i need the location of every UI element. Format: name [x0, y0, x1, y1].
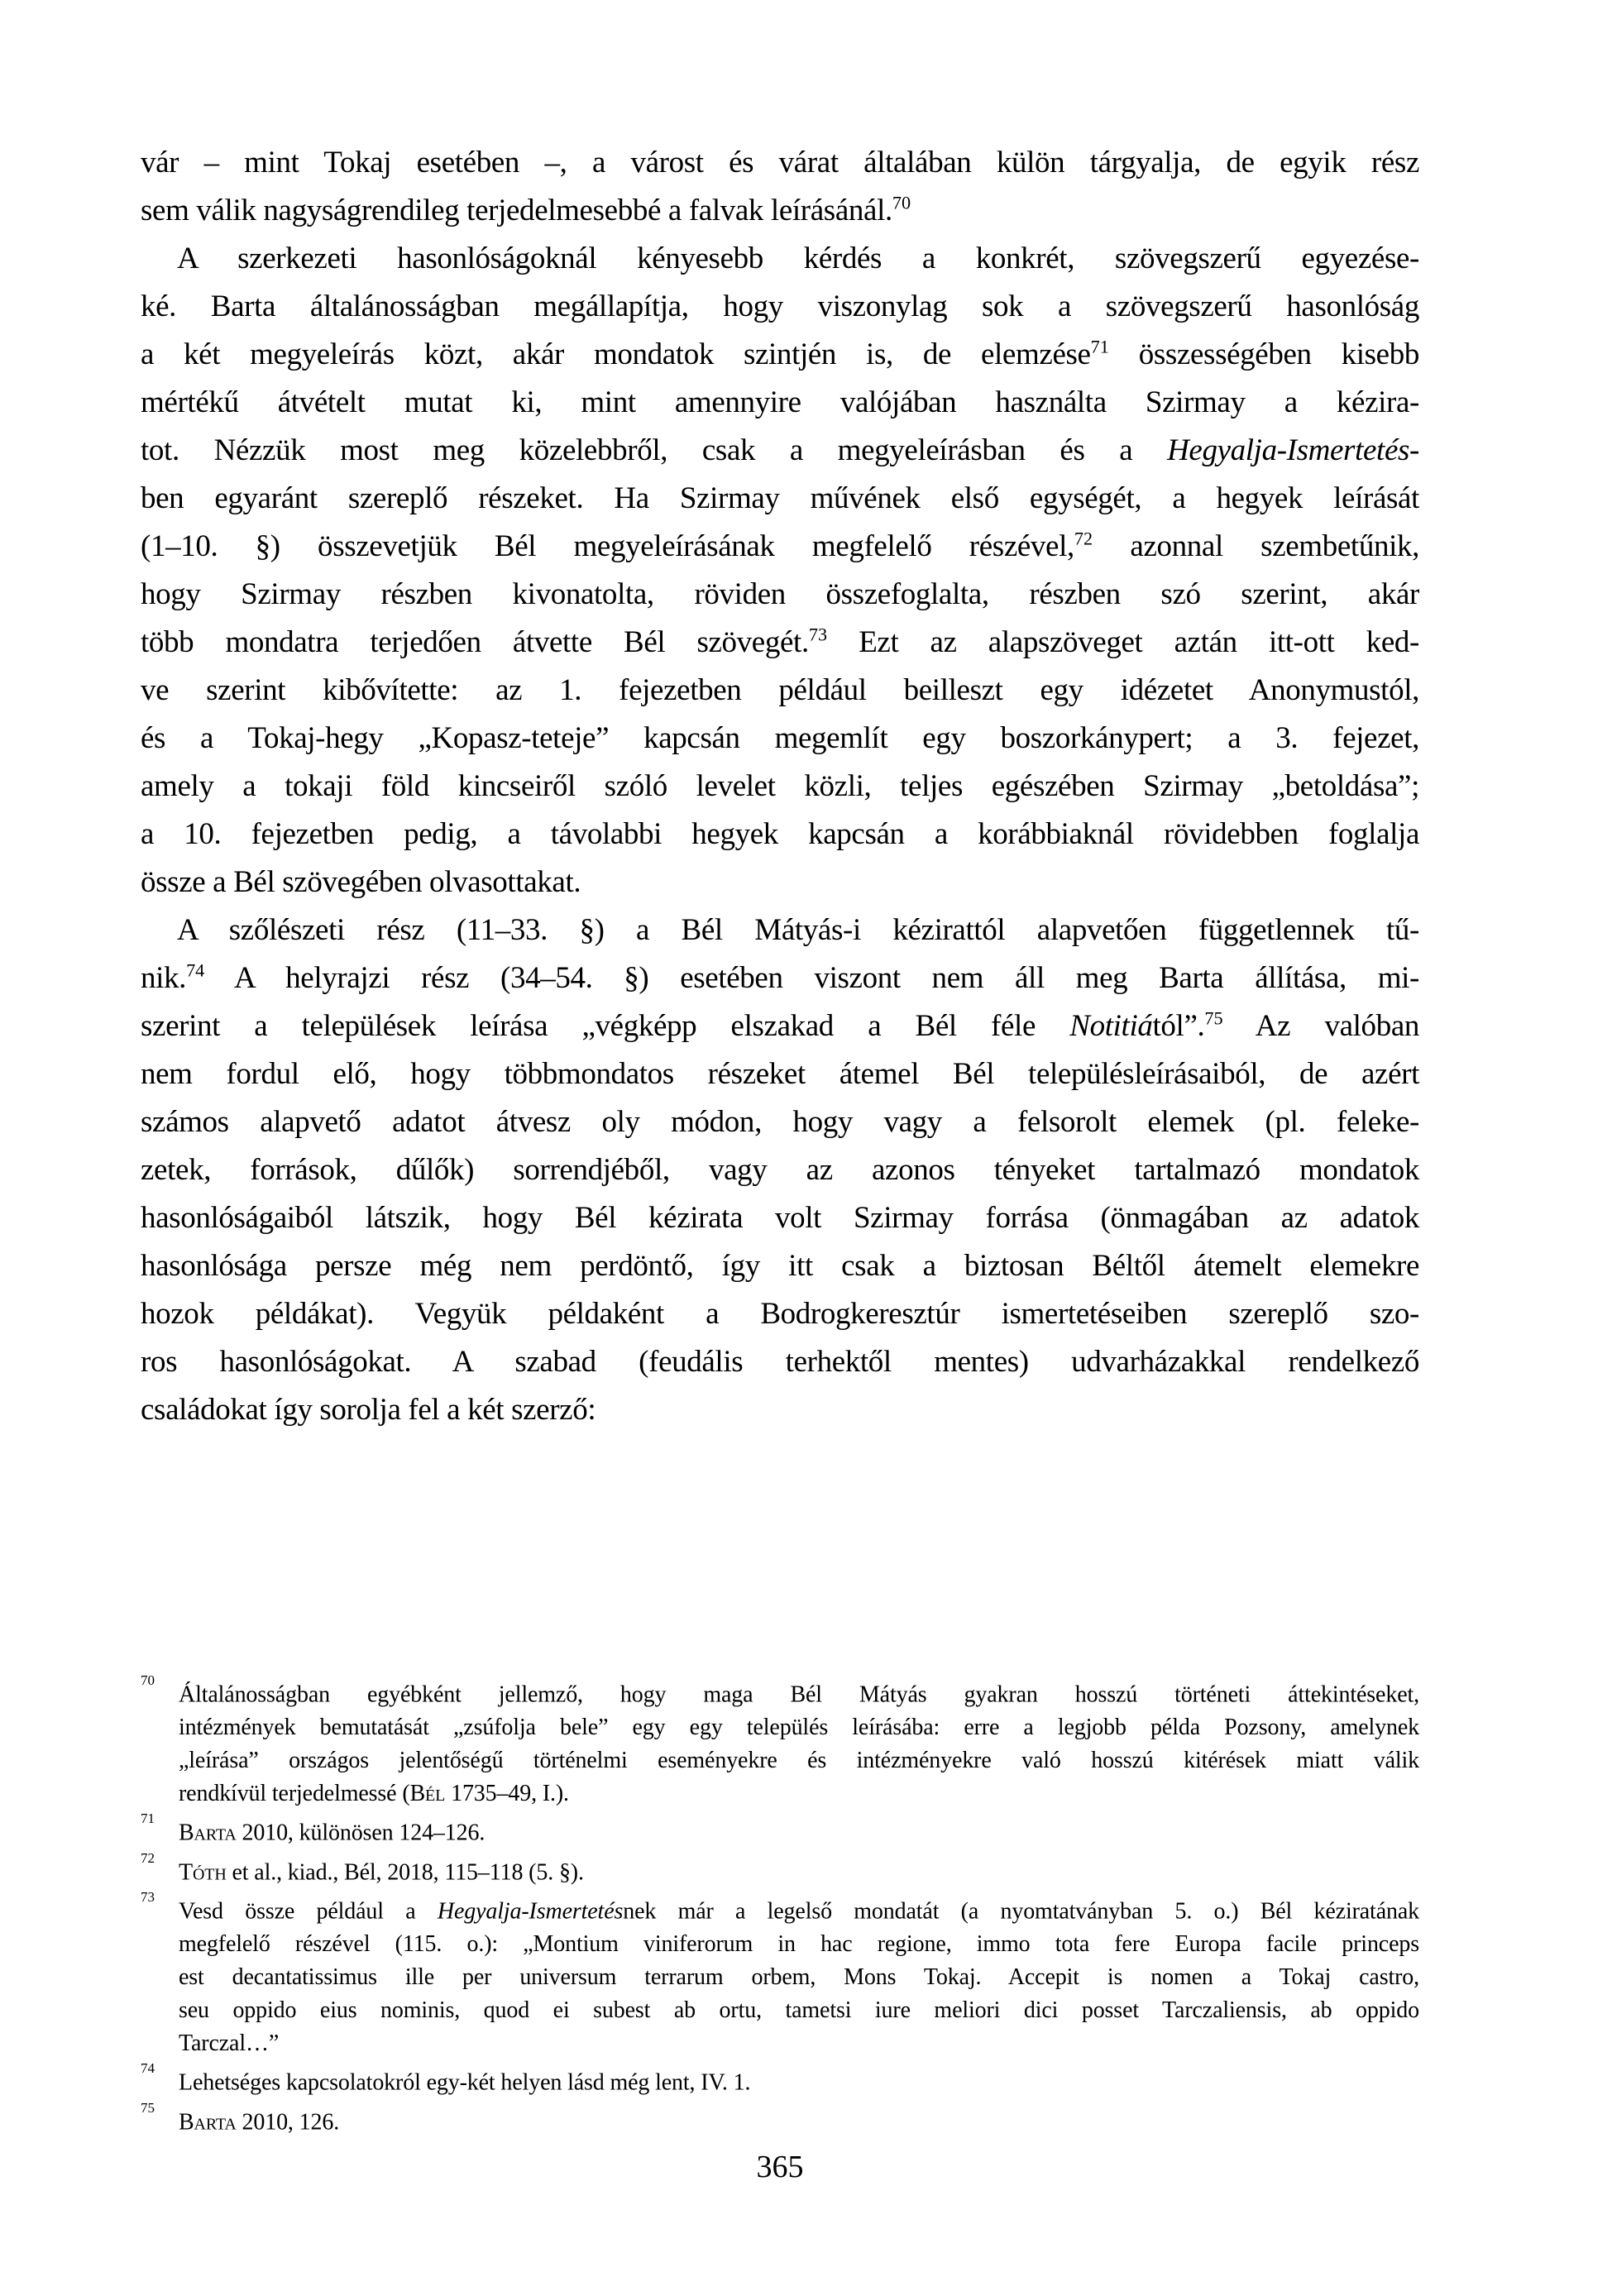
paragraph	[141, 139, 1419, 235]
body-text	[141, 139, 1419, 1434]
footnote	[141, 1672, 1419, 1810]
text-run: tól”.	[1152, 1009, 1205, 1043]
text-run: est decantatissimus ille per universum terrarum orbem, Mons Tokaj. Accepit is nomen a Tokaj castro,	[179, 1964, 1419, 1991]
smallcaps-text: Barta	[179, 2108, 237, 2135]
text-run: azonnal szembetűnik,	[1093, 529, 1419, 563]
footnote-reference: 72	[1074, 528, 1093, 549]
footnote-line	[141, 1744, 1419, 1777]
text-run: rendkívül terjedelmessé (	[179, 1781, 410, 1807]
footnote	[141, 1810, 1419, 1849]
text-line	[141, 1050, 1419, 1098]
text-run: et al., kiad., Bél, 2018, 115–118 (5. §).	[226, 1858, 584, 1885]
footnote-reference: 75	[1204, 1007, 1223, 1029]
text-run: vár – mint Tokaj esetében –, a várost és várat általában külön tárgyalja, de egyik rész	[141, 146, 1419, 179]
text-run: A szerkezeti hasonlóságoknál kényesebb kérdés a konkrét, szövegszerű egyezése-	[177, 242, 1419, 275]
text-run: ké. Barta általánosságban megállapítja, hogy viszonylag sok a szövegszerű hasonlóság	[141, 289, 1419, 323]
footnote-line	[141, 1777, 1419, 1810]
text-run: összességében kisebb	[1108, 337, 1419, 371]
text-line	[141, 331, 1419, 379]
footnote-reference: 71	[1090, 336, 1109, 357]
italic-text: Notitiá	[1069, 1009, 1153, 1043]
text-run: nem fordul elő, hogy többmondatos részeket átemel Bél településleírásaiból, de azért	[141, 1057, 1419, 1091]
footnote-reference: 73	[808, 624, 828, 645]
text-line	[141, 1338, 1419, 1386]
text-run: „leírása” országos jelentőségű történelmi eseményekre és intézményekre való hosszú kitérések miatt válik	[179, 1748, 1419, 1774]
footnote-line	[141, 2060, 1419, 2099]
text-run: sem válik nagyságrendileg terjedelmesebbé a falvak leírásánál.	[141, 194, 892, 227]
text-line	[141, 811, 1419, 859]
footnote	[141, 1889, 1419, 2060]
text-run: tot. Nézzük most meg közelebbről, csak a megyeleírásban és a	[141, 433, 1168, 467]
smallcaps-text: Bél	[409, 1781, 446, 1807]
footnote-number: 74	[141, 2060, 155, 2077]
text-line	[141, 715, 1419, 763]
footnote-number: 75	[141, 2099, 155, 2116]
text-run: ve szerint kibővítette: az 1. fejezetben például beilleszt egy idézetet Anonymustól,	[141, 673, 1419, 707]
smallcaps-text: Tóth	[179, 1858, 227, 1885]
footnote-line	[141, 1994, 1419, 2027]
italic-text: Hegyalja-Ismertetés	[437, 1898, 624, 1925]
text-line	[141, 954, 1419, 1002]
paragraph	[141, 906, 1419, 1434]
text-run: hasonlósága persze még nem perdöntő, így itt csak a biztosan Béltől átemelt elemekre	[141, 1249, 1419, 1283]
footnote-line	[141, 2027, 1419, 2060]
footnote-line	[141, 1850, 1419, 1889]
text-line	[141, 475, 1419, 523]
footnote-line	[141, 2100, 1419, 2139]
smallcaps-text: Barta	[179, 1820, 237, 1846]
text-run: mértékű átvételt mutat ki, mint amennyire valójában használta Szirmay a kézira-	[141, 385, 1419, 419]
footnote-line	[141, 1711, 1419, 1744]
text-line	[141, 1290, 1419, 1338]
text-line	[141, 187, 1419, 235]
text-line	[141, 667, 1419, 715]
footnote-number: 70	[141, 1672, 155, 1688]
text-run: (1–10. §) összevetjük Bél megyeleírásának megfelelő részével,	[141, 529, 1074, 563]
footnote-number: 73	[141, 1888, 155, 1905]
text-run: A szőlészeti rész (11–33. §) a Bél Mátyás-i kézirattól alapvetően függetlennek tű-	[177, 913, 1419, 947]
footnote-line	[141, 1961, 1419, 1994]
footnote	[141, 1850, 1419, 1889]
text-line	[141, 571, 1419, 619]
text-run: seu oppido eius nominis, quod ei subest ab ortu, tametsi iure meliori dici posset Tarczaliensis, ab oppido	[179, 1997, 1419, 2024]
text-run: Lehetséges kapcsolatokról egy-két helyen lásd még lent, IV. 1.	[179, 2069, 751, 2096]
footnote	[141, 2060, 1419, 2099]
text-run: hasonlóságaiból látszik, hogy Bél kézirata volt Szirmay forrása (önmagában az adatok	[141, 1201, 1419, 1235]
text-line	[141, 906, 1419, 954]
text-line	[141, 235, 1419, 283]
text-line	[141, 859, 1419, 906]
text-line	[141, 523, 1419, 571]
text-run: családokat így sorolja fel a két szerző:	[141, 1393, 596, 1427]
footnote-line	[141, 1889, 1419, 1928]
text-line	[141, 1002, 1419, 1050]
text-run: 2010, 126.	[236, 2108, 340, 2135]
footnote-line	[141, 1810, 1419, 1849]
text-line	[141, 379, 1419, 427]
text-line	[141, 1242, 1419, 1290]
text-line	[141, 1194, 1419, 1242]
footnote-line	[141, 1928, 1419, 1961]
text-line	[141, 139, 1419, 187]
text-run: és a Tokaj-hegy „Kopasz-teteje” kapcsán megemlít egy boszorkánypert; a 3. fejezet,	[141, 721, 1419, 755]
text-run: Vesd össze például a	[179, 1898, 438, 1925]
text-run: intézmények bemutatását „zsúfolja bele” egy egy település leírásába: erre a legjobb példa Pozsony, amelynek	[179, 1715, 1419, 1741]
text-run: megfelelő részével (115. o.): „Montium viniferorum in hac regione, immo tota fere Europa facile princeps	[179, 1931, 1419, 1958]
text-run: több mondatra terjedően átvette Bél szövegét.	[141, 625, 809, 659]
footnote-line	[141, 1672, 1419, 1711]
text-run: 1735–49, I.).	[445, 1781, 569, 1807]
text-run: Az valóban	[1222, 1009, 1420, 1043]
footnote-reference: 74	[186, 959, 205, 981]
text-run: ben egyaránt szereplő részeket. Ha Szirmay művének első egységét, a hegyek leírását	[141, 481, 1419, 515]
text-run: számos alapvető adatot átvesz oly módon, hogy vagy a felsorolt elemek (pl. feleke-	[141, 1105, 1419, 1139]
text-run: amely a tokaji föld kincseiről szóló levelet közli, teljes egészében Szirmay „betoldása”;	[141, 769, 1419, 803]
footnote-number: 72	[141, 1849, 155, 1866]
text-run: a 10. fejezetben pedig, a távolabbi hegyek kapcsán a korábbiaknál rövidebben foglalja	[141, 817, 1419, 851]
text-run: a két megyeleírás közt, akár mondatok szintjén is, de elemzése	[141, 337, 1091, 371]
footnotes-section	[141, 1672, 1419, 2139]
text-run: össze a Bél szövegében olvasottakat.	[141, 865, 581, 899]
footnote-reference: 70	[892, 192, 911, 213]
text-run: Általánosságban egyébként jellemző, hogy maga Bél Mátyás gyakran hosszú történeti áttekintéseket,	[179, 1681, 1419, 1708]
text-line	[141, 1386, 1419, 1434]
text-line	[141, 619, 1419, 667]
text-run: Ezt az alapszöveget aztán itt-ott ked-	[827, 625, 1420, 659]
paragraph	[141, 235, 1419, 906]
text-run: hogy Szirmay részben kivonatolta, röviden összefoglalta, részben szó szerint, akár	[141, 577, 1419, 611]
text-line	[141, 1098, 1419, 1146]
text-run: hozok példákat). Vegyük példaként a Bodrogkeresztúr ismertetéseiben szereplő szo-	[141, 1297, 1419, 1331]
text-run: A helyrajzi rész (34–54. §) esetében viszont nem áll meg Barta állítása, mi-	[204, 961, 1419, 995]
italic-text: Hegyalja-Ismertetés-	[1167, 433, 1419, 467]
page-number: 365	[756, 2150, 804, 2184]
text-line	[141, 283, 1419, 331]
footnote	[141, 2100, 1419, 2139]
text-line	[141, 427, 1419, 475]
text-run: nik.	[141, 961, 187, 995]
text-run: nek már a legelső mondatát (a nyomtatványban 5. o.) Bél kéziratának	[623, 1898, 1419, 1925]
text-run: ros hasonlóságokat. A szabad (feudális terhektől mentes) udvarházakkal rendelkező	[141, 1345, 1419, 1379]
footnote-number: 71	[141, 1810, 155, 1827]
text-line	[141, 1146, 1419, 1194]
text-run: Tarczal…”	[179, 2031, 280, 2057]
text-run: zetek, források, dűlők) sorrendjéből, vagy az azonos tényeket tartalmazó mondatok	[141, 1153, 1419, 1187]
text-run: 2010, különösen 124–126.	[236, 1820, 486, 1846]
text-line	[141, 763, 1419, 811]
text-run: szerint a települések leírása „végképp elszakad a Bél féle	[141, 1009, 1070, 1043]
